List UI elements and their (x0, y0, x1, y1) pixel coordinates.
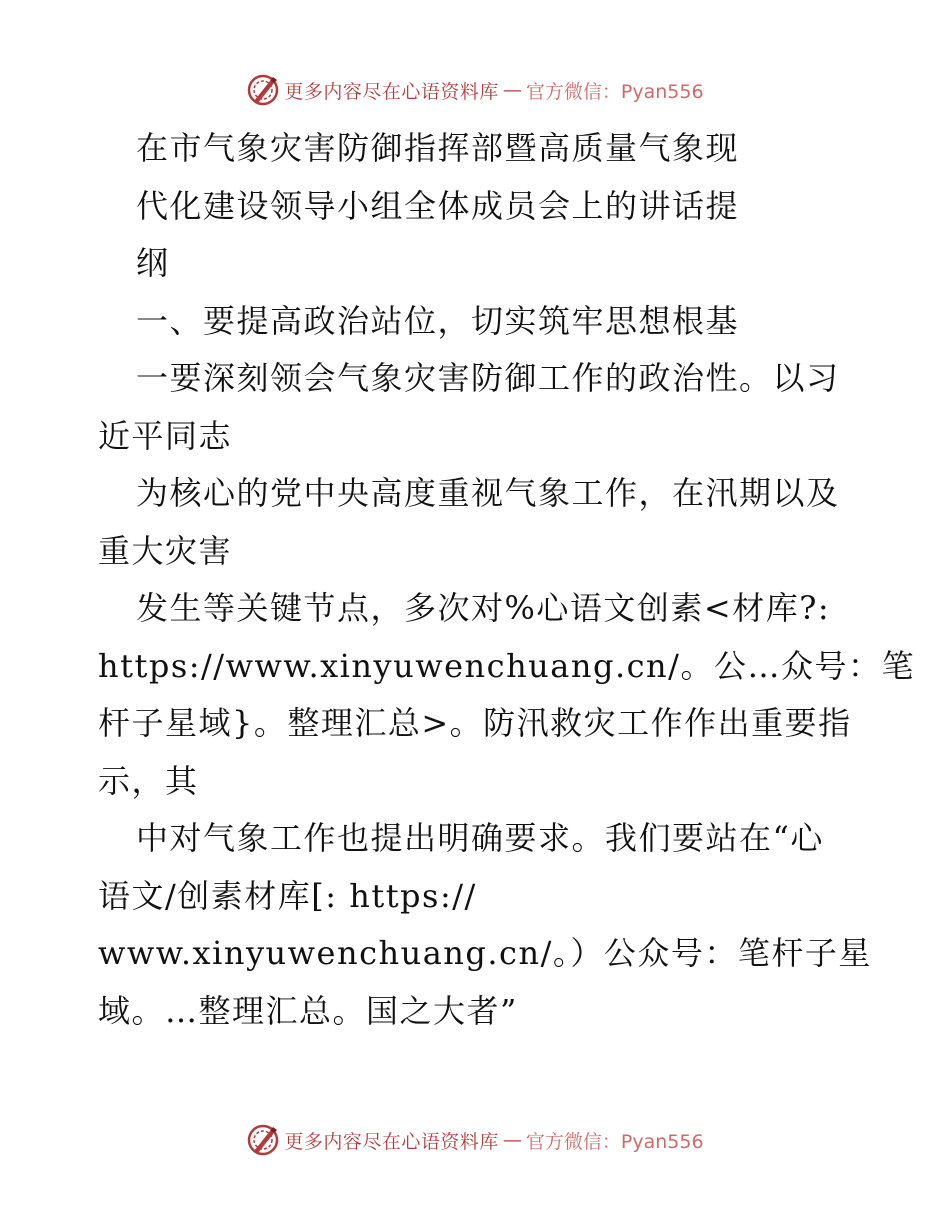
header-banner-inner (246, 73, 703, 107)
body-line: 为核心的党中央高度重视气象工作，在汛期以及 (136, 474, 840, 512)
header-banner-account: 官方微信：Pyan556 (525, 80, 704, 103)
body-line: 杆子星域}。整理汇总>。防汛救灾工作作出重要指 (98, 704, 852, 742)
body-line: 示，其 (98, 761, 199, 800)
body-line: 语文/创素材库[: https:// (98, 876, 477, 915)
pen-logo-icon (246, 1123, 280, 1157)
title-line-2: 代化建设领导小组全体成员会上的讲话提 (136, 186, 740, 225)
footer-banner-dash: — (502, 1129, 522, 1151)
body-line: 近平同志 (98, 416, 233, 455)
section-heading: 一、要提高政治站位，切实筑牢思想根基 (136, 301, 740, 340)
body-line: https://www.xinyuwenchuang.cn/。公…众号：笔 (98, 646, 915, 685)
title-line-1: 在市气象灾害防御指挥部暨高质量气象现 (136, 129, 740, 167)
header-banner-text: 更多内容尽在心语资料库 (284, 80, 499, 103)
footer-banner-account: 官方微信：Pyan556 (525, 1130, 704, 1153)
header-banner (0, 70, 950, 110)
pen-logo-icon (246, 73, 280, 107)
body-line: 发生等关键节点，多次对%心语文创素<材库?: (136, 589, 831, 627)
body-line: 中对气象工作也提出明确要求。我们要站在“心 (136, 819, 824, 857)
title-line-3: 纲 (136, 244, 170, 282)
body-line: 重大灾害 (98, 531, 233, 570)
body-line: www.xinyuwenchuang.cn/。）公众号：笔杆子星 (98, 934, 872, 972)
footer-banner-inner (246, 1123, 703, 1157)
body-line: 一要深刻领会气象灾害防御工作的政治性。以习 (136, 359, 840, 397)
document-body (98, 120, 915, 1040)
body-line: 域。…整理汇总。国之大者” (98, 991, 518, 1030)
header-banner-dash: — (502, 79, 522, 101)
footer-banner-text: 更多内容尽在心语资料库 (284, 1130, 499, 1153)
footer-banner (0, 1120, 950, 1160)
